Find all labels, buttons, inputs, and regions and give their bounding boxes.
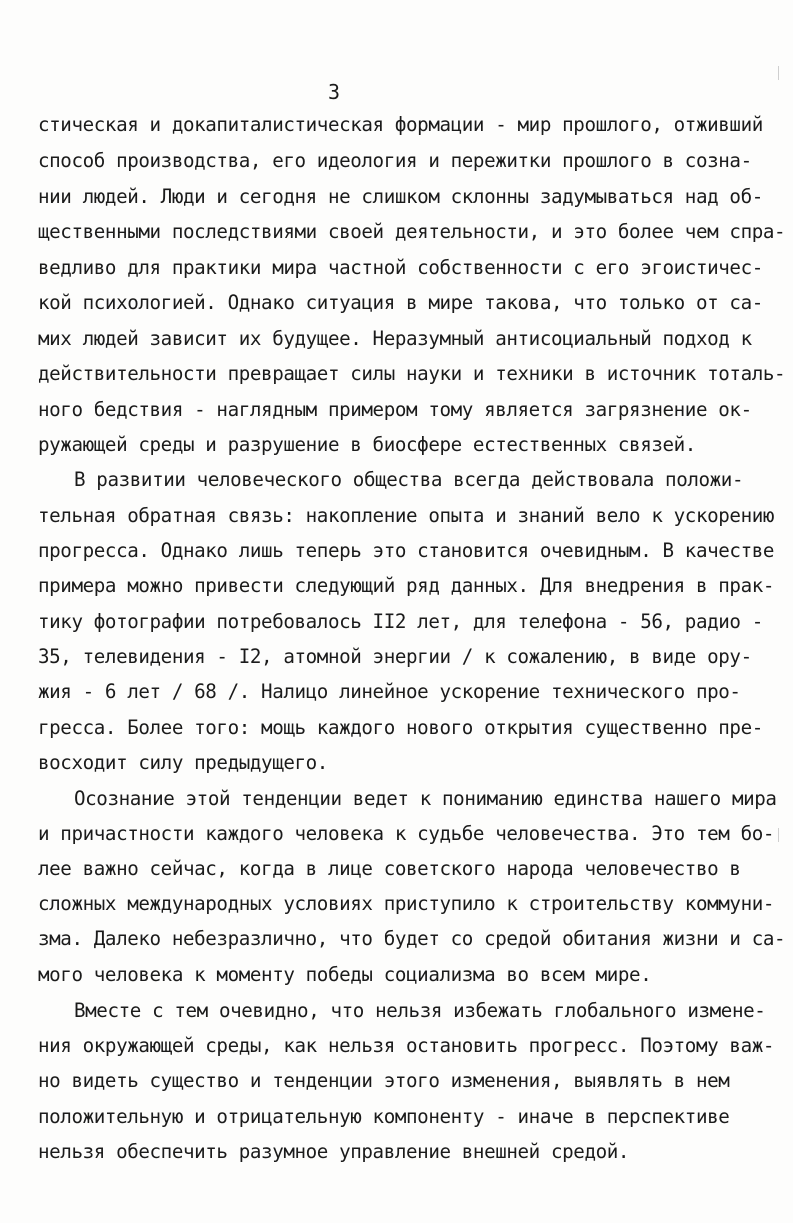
text-line: ния окружающей среды, как нельзя остановить прогресс. Поэтому важ- <box>38 1034 775 1057</box>
text-line: стическая и докапиталистическая формации - мир прошлого, отживший <box>38 113 763 136</box>
text-line: нельзя обеспечить разумное управление внешней средой. <box>38 1140 630 1163</box>
text-line: жия - 6 лет / 68 /. Налицо линейное ускорение технического про- <box>38 680 741 703</box>
text-line: щественными последствиями своей деятельности, и это более чем спра- <box>38 220 786 243</box>
text-line: Осознание этой тенденции ведет к пониманию единства нашего мира <box>74 787 777 810</box>
text-line: мих людей зависит их будущее. Неразумный антисоциальный подход к <box>38 327 752 350</box>
text-line: ного бедствия - наглядным примером тому является загрязнение ок- <box>38 398 752 421</box>
text-line: зма. Далеко небезразлично, что будет со средой обитания жизни и са- <box>38 927 786 950</box>
margin-mark <box>778 828 779 842</box>
text-line: и причастности каждого человека к судьбе человечества. Это тем бо- <box>38 822 775 845</box>
text-line: ружающей среды и разрушение в биосфере естественных связей. <box>38 433 696 456</box>
text-line: прогресса. Однако лишь теперь это становится очевидным. В качестве <box>38 539 775 562</box>
text-line: 35, телевидения - I2, атомной энергии / к сожалению, в виде ору- <box>38 645 752 668</box>
text-line: действительности превращает силы науки и техники в источник тоталь- <box>38 362 786 385</box>
text-line: положительную и отрицательную компоненту - иначе в перспективе <box>38 1105 730 1128</box>
text-line: нии людей. Люди и сегодня не слишком склонны задумываться над об- <box>38 185 763 208</box>
text-line: гресса. Более того: мощь каждого нового открытия существенно пре- <box>38 716 763 739</box>
text-line: сложных международных условиях приступило к строительству коммуни- <box>38 892 775 915</box>
text-line: лее важно сейчас, когда в лице советского народа человечество в <box>38 857 741 880</box>
margin-mark <box>778 66 779 80</box>
text-line: В развитии человеческого общества всегда действовала положи- <box>74 468 744 491</box>
page-number: 3 <box>328 80 341 104</box>
text-line: тельная обратная связь: накопление опыта и знаний вело к ускорению <box>38 504 775 527</box>
text-line: тику фотографии потребовалось II2 лет, для телефона - 56, радио - <box>38 610 763 633</box>
text-line: ведливо для практики мира частной собственности с его эгоистичес- <box>38 256 763 279</box>
text-line: кой психологией. Однако ситуация в мире такова, что только от са- <box>38 291 763 314</box>
text-line: способ производства, его идеология и пережитки прошлого в созна- <box>38 149 752 172</box>
text-line: Вместе с тем очевидно, что нельзя избежать глобального измене- <box>74 999 766 1022</box>
text-line: но видеть существо и тенденции этого изменения, выявлять в нем <box>38 1069 730 1092</box>
text-line: примера можно привести следующий ряд данных. Для внедрения в прак- <box>38 574 775 597</box>
text-line: восходит силу предыдущего. <box>38 751 328 774</box>
text-line: мого человека к моменту победы социализма во всем мире. <box>38 963 652 986</box>
